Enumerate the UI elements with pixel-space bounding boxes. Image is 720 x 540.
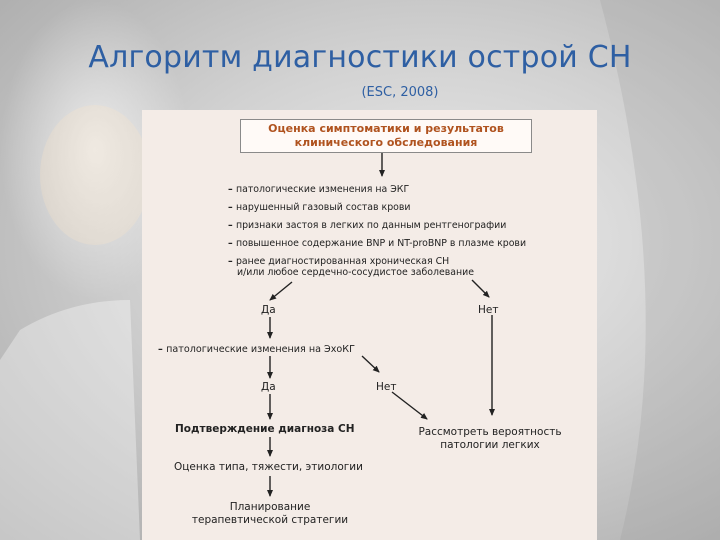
arrow-echo-to-no (362, 356, 379, 372)
plan-line1: Планирование (229, 501, 311, 513)
assess-type: Оценка типа, тяжести, этиологии (174, 461, 363, 473)
slide-title: Алгоритм диагностики острой СН (88, 40, 632, 75)
criterion-ecg: – патологические изменения на ЭКГ (228, 181, 588, 199)
criterion-bnp: – повышенное содержание BNP и NT-proBNP в плазме крови (228, 235, 588, 253)
consider-line1: Рассмотреть вероятность (418, 426, 562, 438)
yes-label-1: Да (261, 304, 276, 316)
start-box-line1: Оценка симптоматики и результатов (268, 122, 504, 135)
criterion-blood-gas: – нарушенный газовый состав крови (228, 199, 588, 217)
echo-criterion: – патологические изменения на ЭхоКГ (158, 344, 355, 355)
confirm-diagnosis: Подтверждение диагноза СН (175, 423, 355, 435)
flowchart-panel (142, 110, 597, 540)
start-box-line2: клинического обследования (294, 136, 478, 149)
arrow-no-to-consider-2 (392, 392, 427, 419)
criterion-history (228, 253, 588, 279)
arrow-criteria-to-yes (270, 282, 292, 300)
consider-lung-pathology (410, 426, 570, 452)
slide-subtitle: (ESC, 2008) (361, 85, 439, 100)
therapy-planning (180, 501, 360, 527)
criteria-list (228, 181, 588, 279)
no-label-2: Нет (376, 381, 397, 393)
criterion-xray: – признаки застоя в легких по данным рентгенографии (228, 217, 588, 235)
start-box (240, 119, 532, 153)
arrow-criteria-to-no (472, 280, 489, 297)
plan-line2: терапевтической стратегии (191, 514, 349, 526)
criterion-history-cont: и/или любое сердечно-сосудистое заболевание (237, 267, 475, 278)
no-label-1: Нет (478, 304, 499, 316)
criterion-history-text: ранее диагностированная хроническая СН (235, 256, 450, 267)
yes-label-2: Да (261, 381, 276, 393)
flowchart-connectors (142, 110, 597, 540)
consider-line2: патологии легких (440, 439, 540, 451)
